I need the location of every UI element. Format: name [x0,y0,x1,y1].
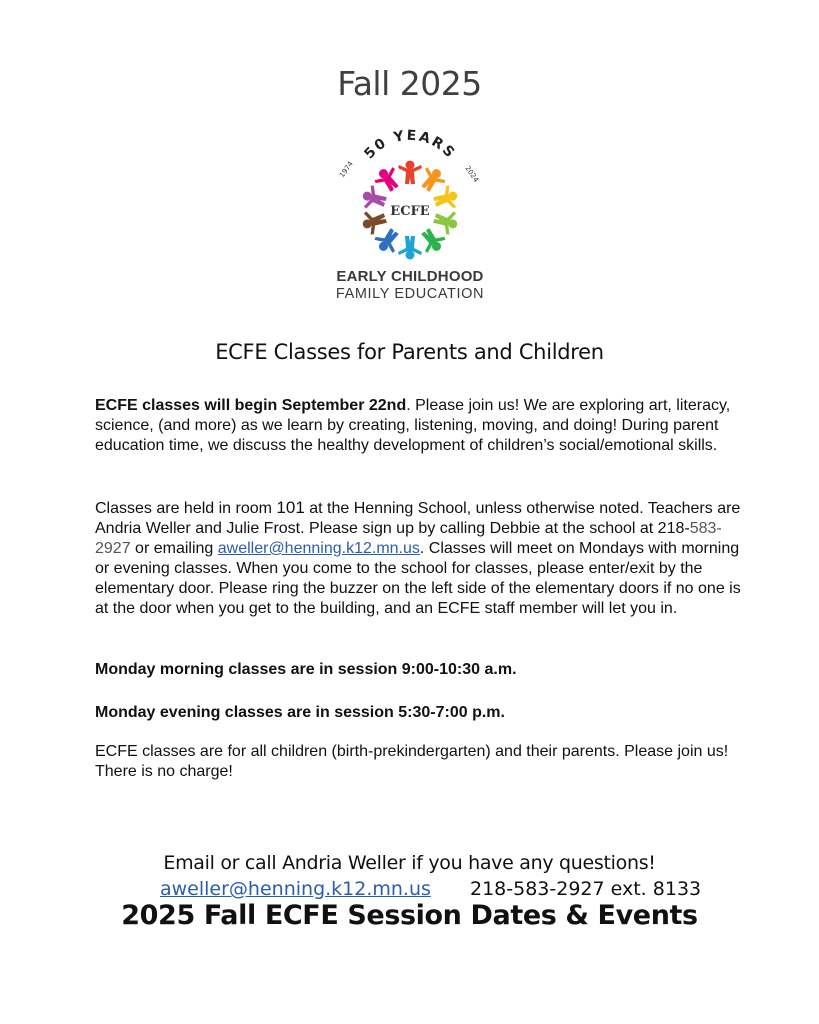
phone-number[interactable]: 583-2927 [95,520,722,557]
ecfe-logo [305,128,515,308]
logo-figure-icon [398,236,422,260]
evening-session-info: Monday evening classes are in session 5:30-7:00 p.m. [95,704,505,721]
logo-year-right: 2024 [463,164,481,184]
room-number: 101 [276,498,305,517]
class-info-part1: Classes are held in room [95,500,277,517]
logo-figure-icon [431,207,461,237]
class-info-part4: . Classes will meet on Mondays with morning or evening classes. When you come to the school for classes, please enter/exit by the elementary door. Please ring the buzzer on the left side of the elementary doors if no one is at the door when you get to the building, and an ECFE staff member will let you in. [95,540,741,617]
logo-figure-icon [398,161,422,185]
paragraph-class-info [95,498,745,619]
logo-figure-icon [431,183,461,213]
eligibility-info: ECFE classes are for all children (birth-prekindergarten) and their parents. Please join us! There is no charge! [95,743,729,780]
session-dates-heading: 2025 Fall ECFE Session Dates & Events [121,900,698,931]
logo-figure-icon [359,183,389,213]
email-link[interactable]: aweller@henning.k12.mn.us [217,540,420,557]
logo-emblem-icon [305,128,515,268]
page-title: Fall 2025 [337,64,482,103]
section-subtitle: ECFE Classes for Parents and Children [215,340,604,364]
logo-figure-icon [359,207,389,237]
svg-text:50 YEARS [361,128,458,162]
logo-arc-text: 50 YEARS [361,128,459,163]
morning-session-info: Monday morning classes are in session 9:00-10:30 a.m. [95,661,517,678]
contact-prompt: Email or call Andria Weller if you have any questions! [163,852,656,874]
logo-line-2: FAMILY EDUCATION [335,286,485,302]
contact-line [160,878,720,900]
footer-email-link[interactable]: aweller@henning.k12.mn.us [160,878,431,900]
footer-phone: 218-583-2927 ext. 8133 [470,878,702,900]
class-info-part2: at the Henning School, unless otherwise noted. Teachers are Andria Weller and Julie Frost. Please sign up by calling Debbie at the school at 218- [95,500,741,537]
start-date-bold: ECFE classes will begin September 22nd [95,397,407,414]
start-date-rest: . Please join us! We are exploring art, literacy, science, (and more) as we learn by creating, listening, moving, and doing! During parent education time, we discuss the healthy development of children’s social/emotional skills. [95,397,731,454]
logo-center-text: ECFE [390,204,430,219]
logo-line-1: EARLY CHILDHOOD [336,268,484,285]
paragraph-start-date [95,396,745,456]
logo-year-left: 1974 [338,159,355,180]
class-info-part3: or emailing [130,540,218,557]
